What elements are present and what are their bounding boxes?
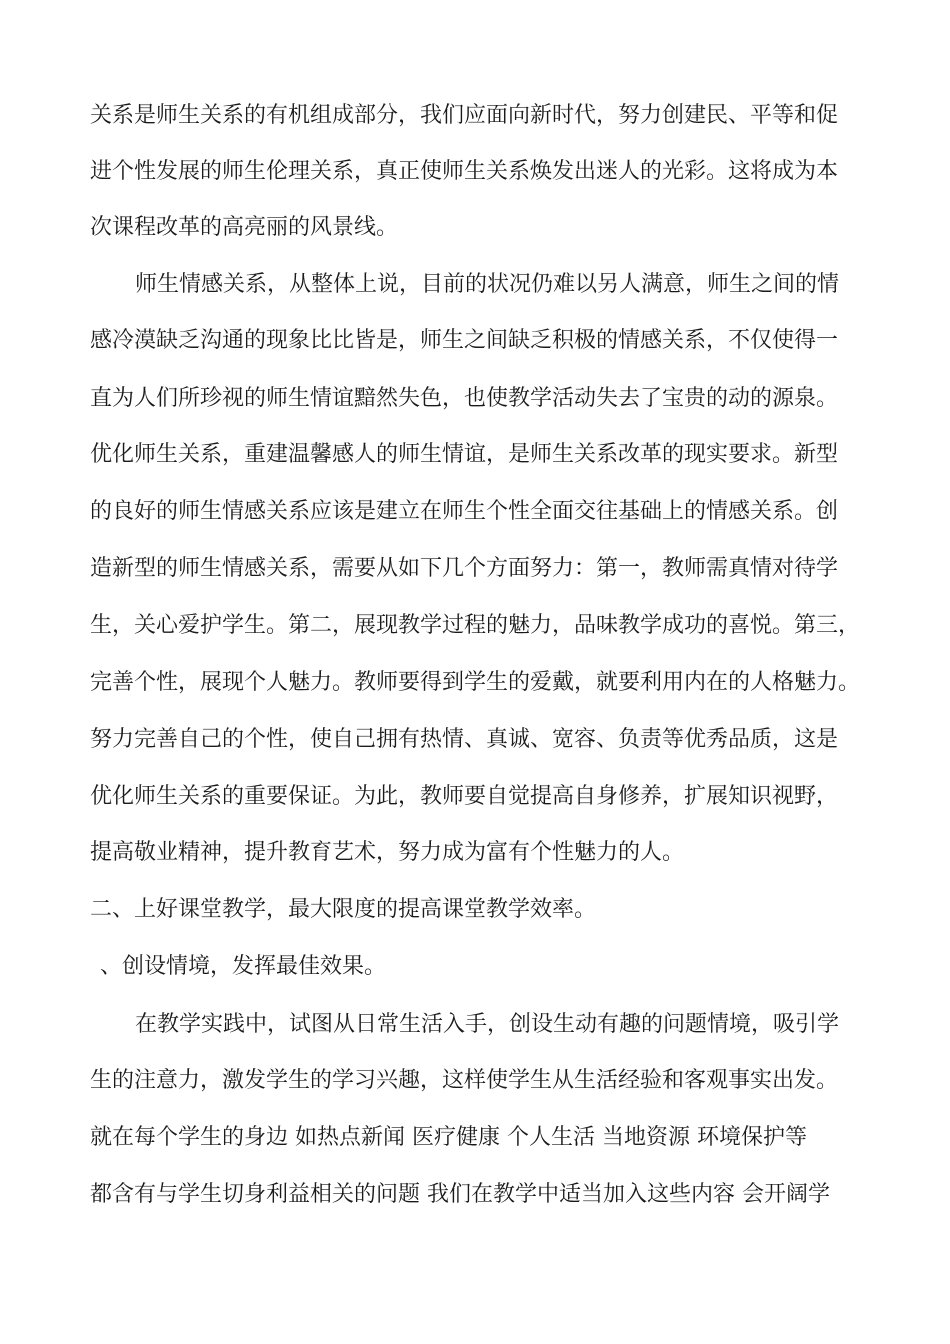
subsection-heading: 、创设情境，发挥最佳效果。: [100, 954, 387, 979]
text-line: 的良好的师生情感关系应该是建立在师生个性全面交往基础上的情感关系。创: [90, 499, 839, 524]
text-line: 优化师生关系的重要保证。为此，教师要自觉提高自身修养，扩展知识视野，: [90, 784, 839, 809]
section-heading: 二、上好课堂教学，最大限度的提高课堂教学效率。: [90, 897, 597, 922]
text-line: 次课程改革的高亮丽的风景线。: [90, 215, 399, 240]
text-line: 都含有与学生切身利益相关的问题 我们在教学中适当加入这些内容 会开阔学: [90, 1182, 830, 1207]
paragraph-first-line: 在教学实践中，试图从日常生活入手，创设生动有趣的问题情境，吸引学: [135, 1012, 840, 1037]
text-line: 努力完善自己的个性，使自己拥有热情、真诚、宽容、负责等优秀品质，这是: [90, 727, 839, 752]
text-line: 就在每个学生的身边 如热点新闻 医疗健康 个人生活 当地资源 环境保护等: [90, 1125, 807, 1150]
text-line: 完善个性，展现个人魅力。教师要得到学生的爱戴，就要利用内在的人格魅力。: [90, 670, 861, 695]
text-line: 优化师生关系，重建温馨感人的师生情谊，是师生关系改革的现实要求。新型: [90, 442, 839, 467]
text-line: 造新型的师生情感关系，需要从如下几个方面努力：第一，教师需真情对待学: [90, 556, 839, 581]
text-line: 进个性发展的师生伦理关系，真正使师生关系焕发出迷人的光彩。这将成为本: [90, 159, 839, 184]
text-line: 关系是师生关系的有机组成部分，我们应面向新时代，努力创建民、平等和促: [90, 103, 839, 128]
paragraph-first-line: 师生情感关系，从整体上说，目前的状况仍难以另人满意，师生之间的情: [135, 272, 840, 297]
text-line: 生的注意力，激发学生的学习兴趣，这样使学生从生活经验和客观事实出发。: [90, 1068, 839, 1093]
text-line: 生，关心爱护学生。第二，展现教学过程的魅力，品味教学成功的喜悦。第三，: [90, 613, 861, 638]
text-line: 直为人们所珍视的师生情谊黯然失色，也使教学活动失去了宝贵的动的源泉。: [90, 386, 839, 411]
text-line: 感冷漠缺乏沟通的现象比比皆是，师生之间缺乏积极的情感关系，不仅使得一: [90, 328, 839, 353]
text-line: 提高敬业精神，提升教育艺术，努力成为富有个性魅力的人。: [90, 840, 685, 865]
